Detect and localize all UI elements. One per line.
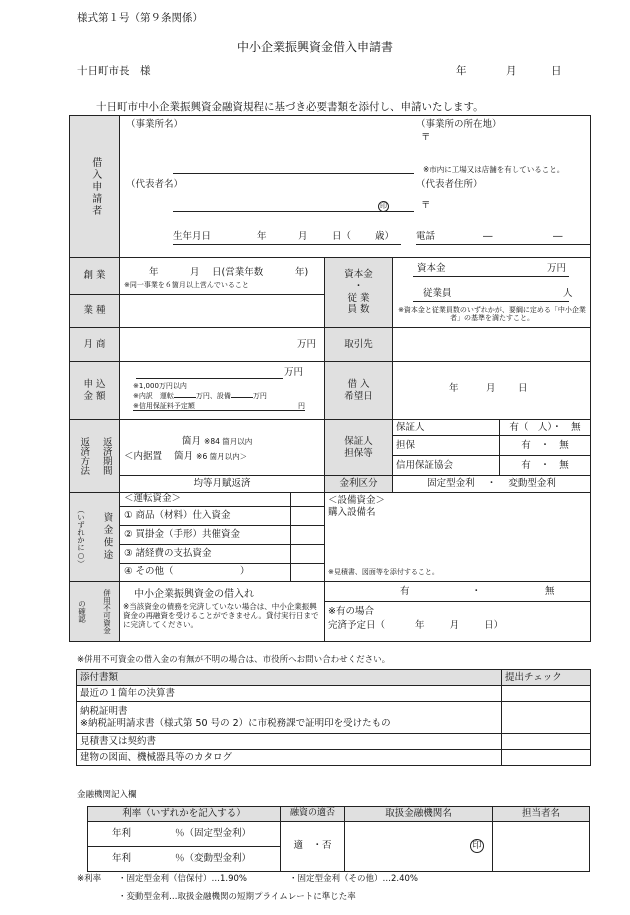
client-label: 取引先 <box>325 328 393 362</box>
concurrent-notice: ※併用不可資金の借入金の有無が不明の場合は、市役所へお問い合わせください。 <box>77 655 391 665</box>
addressee: 十日町市長 様 <box>77 65 151 77</box>
employees-unit: 人 <box>563 288 573 299</box>
capital-unit: 万円 <box>547 263 567 274</box>
attachment-check-2[interactable] <box>502 702 591 734</box>
capital-note: ※資本金と従業員数のいずれかが、要綱に定める「中小企業者」の基準を満たすこと。 <box>398 306 586 323</box>
concurrent-note: ※当該資金の債務を完済していない場合は、中小企業振興資金の再融資を受けることができません。貸付実行日までに完済してください。 <box>123 602 319 629</box>
suitability-choice[interactable]: 適 ・否 <box>281 821 345 871</box>
person-header: 担当者名 <box>493 807 590 822</box>
bank-name-input[interactable]: 印 <box>345 821 493 871</box>
capital-employees-cell[interactable] <box>393 258 591 328</box>
amount-cell[interactable] <box>120 362 325 420</box>
capital-employees-label: 資本金 ・ 従 業 員 数 <box>325 258 393 328</box>
form-title: 中小企業振興資金借入申請書 <box>236 40 393 54</box>
birth-month: 月 <box>298 231 308 242</box>
rate-footnote-variable: ・変動型金利…取扱金融機関の短期プライムレートに準じた率 <box>118 892 356 902</box>
repayment-method: 均等月賦返済 <box>120 476 325 493</box>
application-table <box>69 115 591 642</box>
equipment-item: 購入設備名 <box>328 507 376 518</box>
credit-assoc-choice[interactable]: 有 ・ 無 <box>500 456 591 476</box>
repayment-deferral: ＜内据置 箇月 ※6 箇月以内＞ <box>124 451 248 462</box>
founding-day: 日(営業年数 <box>212 267 264 278</box>
attachment-item-4: 建物の図面、機械器具等のカタログ <box>77 750 502 766</box>
form-number: 様式第１号（第９条関係） <box>77 12 203 24</box>
rep-seal: 印 <box>380 202 387 210</box>
fund-item-1[interactable]: ① 商品（材料）仕入資金 <box>120 507 290 526</box>
fixed-rate-row[interactable]: 年利 ％（固定型金利） <box>88 821 281 846</box>
attachments-table <box>76 669 591 766</box>
date-day-label: 日 <box>551 65 562 77</box>
date-year-label: 年 <box>456 65 467 77</box>
attachments-header: 添付書類 <box>77 670 502 686</box>
concurrent-choice-cell[interactable] <box>325 582 591 642</box>
collateral-choice[interactable]: 有 ・ 無 <box>500 436 591 456</box>
concurrent-cell <box>120 582 325 642</box>
collateral-row-label: 担保 <box>393 436 500 456</box>
birth-age: 歳） <box>375 231 395 242</box>
attachment-item-1: 最近の１箇年の決算書 <box>77 686 502 702</box>
rate-footnote-prefix: ※利率 <box>77 874 102 884</box>
applicant-cell[interactable] <box>120 116 591 258</box>
desired-month: 月 <box>486 383 496 394</box>
fund-item-2[interactable]: ② 買掛金（手形）共催資金 <box>120 526 290 545</box>
repayment-period-cell[interactable] <box>120 420 325 476</box>
fund-item-3[interactable]: ③ 諸経費の支払資金 <box>120 545 290 564</box>
credit-assoc-label: 信用保証協会 <box>393 456 500 476</box>
industry-label: 業 種 <box>70 295 120 328</box>
variable-rate-row[interactable]: 年利 ％（変動型金利） <box>88 846 281 871</box>
founding-year: 年 <box>149 267 159 278</box>
birth-line <box>173 244 401 245</box>
desired-date-cell[interactable] <box>393 362 591 420</box>
founding-years: 年) <box>295 267 309 278</box>
attachment-check-1[interactable] <box>502 686 591 702</box>
founding-month: 月 <box>190 267 200 278</box>
suitability-header: 融資の適否 <box>281 807 345 822</box>
amount-note-1: ※1,000万円以内 <box>133 382 187 390</box>
biz-postal-mark: 〒 <box>421 132 431 143</box>
capital-label: 資本金 <box>417 263 446 274</box>
rep-postal-mark: 〒 <box>421 200 431 211</box>
equipment-note: ※見積書、図面等を添付すること。 <box>328 568 439 576</box>
concurrent-yes-no[interactable]: 有 ・ 無 <box>325 582 590 602</box>
employees-label: 従業員 <box>423 288 452 299</box>
guarantor-choice[interactable]: 有（ 人）・ 無 <box>500 420 591 436</box>
rate-footnote-fixed-guaranteed: ・固定型金利（信保付）…1.90% <box>118 874 248 884</box>
biz-addr-note: ※市内に工場又は店舗を有していること。 <box>423 165 565 174</box>
bank-section-title: 金融機関記入欄 <box>77 790 137 800</box>
founding-note: ※同一事業を６箇月以上営んでいること <box>124 281 249 289</box>
biz-name-line <box>173 173 414 174</box>
working-capital-cell[interactable] <box>120 493 291 582</box>
rep-addr-label: （代表者住所） <box>416 179 483 190</box>
equipment-header: ＜設備資金＞ <box>328 495 386 506</box>
founding-cell[interactable] <box>120 258 325 295</box>
birth-label: 生年月日 <box>173 231 212 242</box>
bank-name-header: 取扱金融機関名 <box>345 807 493 822</box>
attachment-check-3[interactable] <box>502 734 591 750</box>
repayment-label: 返済方法 返済期間 <box>70 420 120 493</box>
desired-date-label: 借 入 希望日 <box>325 362 393 420</box>
rate-header: 利率（いずれかを記入する） <box>88 807 281 822</box>
amount-note-3: ※信用保証料予定額 円 <box>133 402 305 410</box>
working-capital-amount[interactable] <box>291 493 325 582</box>
concurrent-if-yes: ※有の場合 <box>328 606 374 617</box>
concurrent-title: 中小企業振興資金の借入れ <box>134 589 254 600</box>
birth-year: 年 <box>257 231 267 242</box>
amount-label: 申 込 金 額 <box>70 362 120 420</box>
industry-input[interactable] <box>120 295 325 328</box>
guarantor-row-label: 保証人 <box>393 420 500 436</box>
amount-note-2: ※内訳 運転 万円、設備 万円 <box>133 392 267 400</box>
date-month-label: 月 <box>506 65 517 77</box>
biz-addr-label: （事業所の所在地） <box>416 119 502 130</box>
phone-line <box>416 244 591 245</box>
fund-item-4[interactable]: ④ その他（ ） <box>124 566 250 577</box>
biz-name-label: （事業所名） <box>126 119 184 130</box>
phone-label: 電話 <box>416 231 436 242</box>
attachment-item-2: 納税証明書 ※納税証明請求書（様式第 50 号の 2）に市税務課で証明印を受けたもの <box>77 702 502 734</box>
phone-dash-2: ― <box>553 231 563 242</box>
attachment-check-4[interactable] <box>502 750 591 766</box>
applicant-section-label: 借入申請者 <box>70 116 120 258</box>
client-input[interactable] <box>393 328 591 362</box>
rate-type-choice[interactable]: 固定型金利 ・ 変動型金利 <box>393 476 591 493</box>
desired-day: 日 <box>518 383 528 394</box>
birth-day: 日（ <box>332 231 352 242</box>
working-capital-header: ＜運転資金＞ <box>120 493 290 507</box>
person-input[interactable] <box>493 821 590 871</box>
rate-footnote-fixed-other: ・固定型金利（その他）…2.40% <box>289 874 419 884</box>
founding-label: 創 業 <box>70 258 120 295</box>
check-header: 提出チェック <box>502 670 591 686</box>
concurrent-completion[interactable]: 完済予定日（ 年 月 日） <box>328 619 504 631</box>
attachment-item-3: 見積書又は契約書 <box>77 734 502 750</box>
monthly-sales-label: 月 商 <box>70 328 120 362</box>
rep-name-label: （代表者名） <box>126 179 184 190</box>
desired-year: 年 <box>449 383 459 394</box>
concurrent-label: の確認 併用不可資金 <box>70 582 120 642</box>
fund-use-label: （いずれかに○） 資金使途 <box>70 493 120 582</box>
intro-text: 十日町市中小企業振興資金融資規程に基づき必要書類を添付し、申請いたします。 <box>96 101 484 113</box>
amount-line <box>136 378 283 379</box>
amount-unit: 万円 <box>284 367 304 378</box>
phone-dash-1: ― <box>483 231 493 242</box>
repayment-months: 箇月 ※84 箇月以内 <box>182 436 253 447</box>
equipment-cell[interactable] <box>325 493 591 582</box>
bank-table <box>87 806 590 872</box>
monthly-sales-input[interactable]: 万円 <box>120 328 325 362</box>
rate-type-label: 金利区分 <box>325 476 393 493</box>
guarantor-label: 保証人 担保等 <box>325 420 393 476</box>
